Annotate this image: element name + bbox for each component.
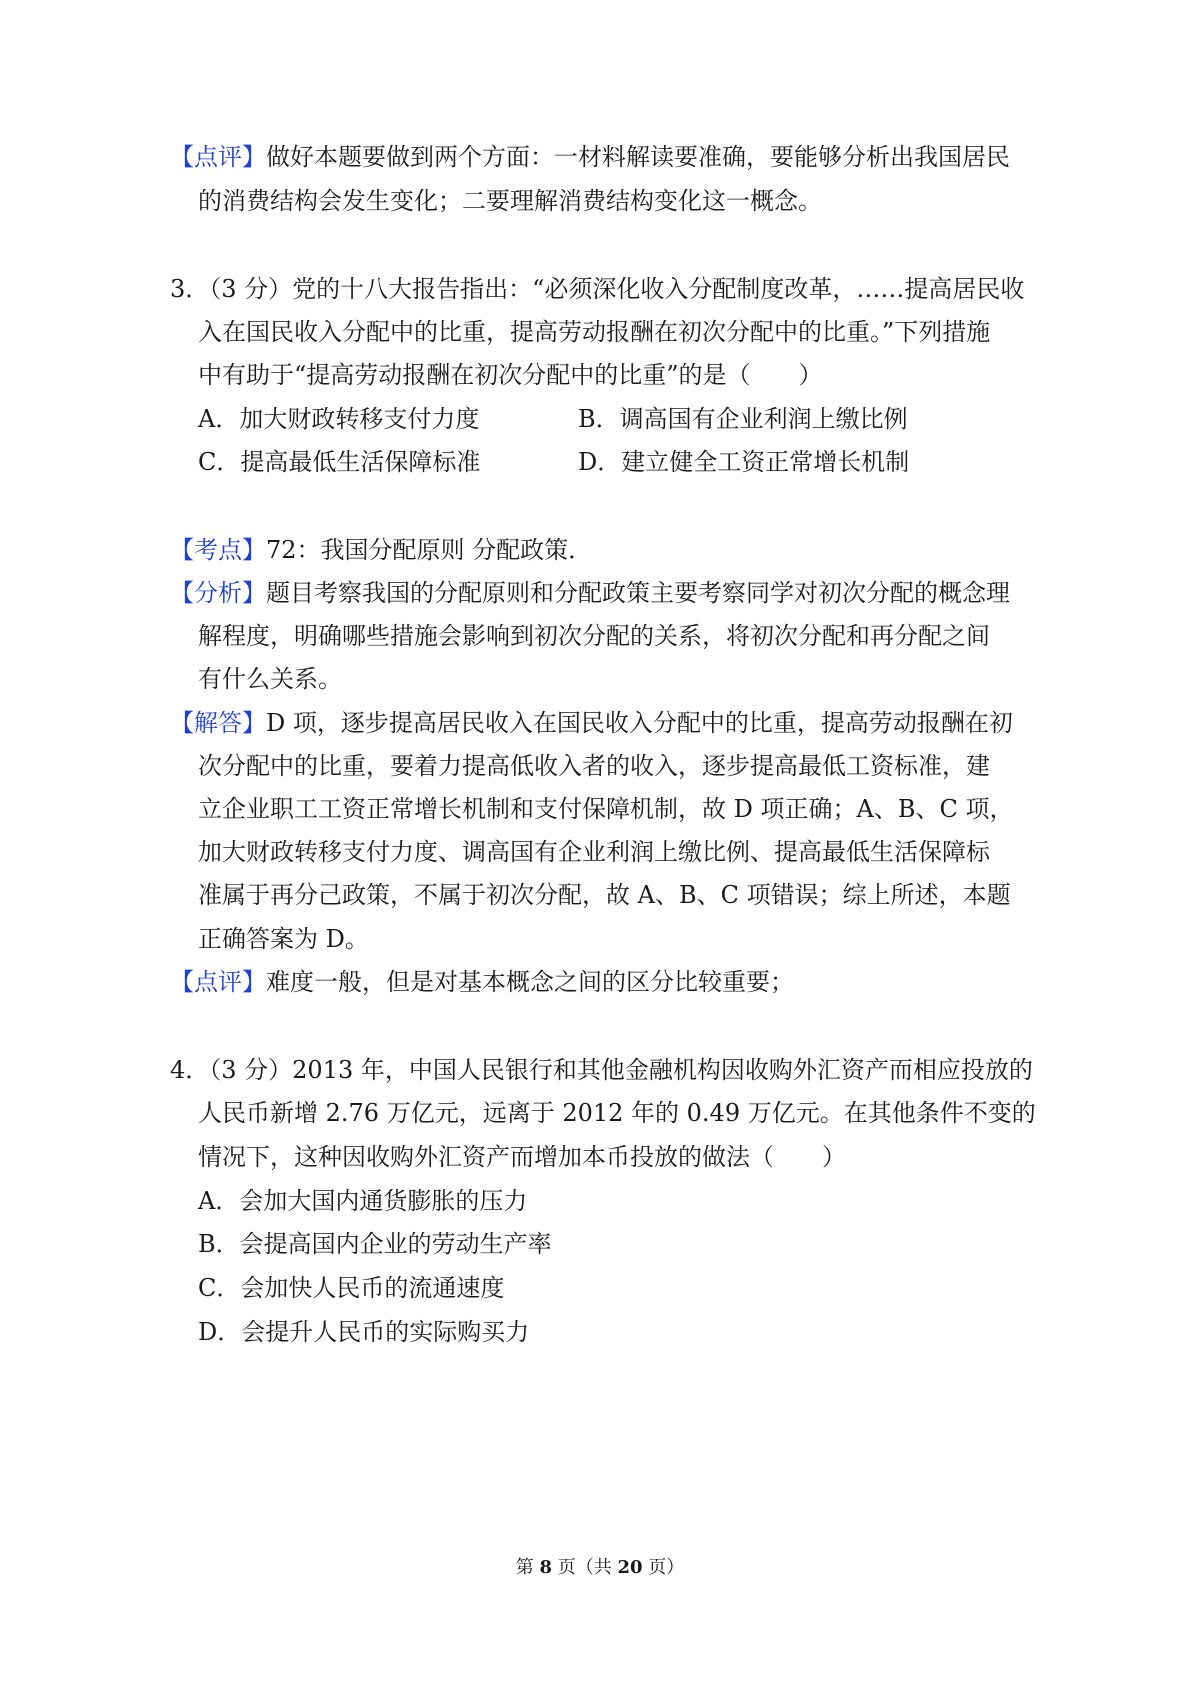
q4-option-c: C．会加快人民币的流通速度 — [198, 1274, 505, 1302]
kaodian-text: 72：我国分配原则 分配政策． — [266, 536, 593, 564]
page-footer — [0, 1555, 1200, 1581]
q3-jieda-line-5: 准属于再分己政策，不属于初次分配，故 A、B、C 项错误；综上所述，本题 — [198, 881, 1011, 909]
q3-option-d: D．建立健全工资正常增长机制 — [578, 448, 910, 476]
jieda-text-1: D 项，逐步提高居民收入在国民收入分配中的比重，提高劳动报酬在初 — [266, 709, 1013, 737]
footer-prefix: 第 — [515, 1557, 540, 1578]
q3-jieda-line-4: 加大财政转移支付力度、调高国有企业利润上缴比例、提高最低生活保障标 — [198, 838, 990, 866]
q3-jieda-line-1 — [170, 706, 1013, 740]
comment-line-2: 的消费结构会发生变化；二要理解消费结构变化这一概念。 — [198, 187, 822, 215]
footer-middle: 页（共 — [552, 1557, 618, 1578]
q3-stem-line-2: 入在国民收入分配中的比重，提高劳动报酬在初次分配中的比重。”下列措施 — [198, 318, 991, 346]
footer-suffix: 页） — [642, 1557, 685, 1578]
comment-line-1 — [170, 140, 1010, 174]
comment-tag: 【点评】 — [170, 143, 266, 171]
q3-fenxi-line-1 — [170, 576, 1010, 610]
q3-fenxi-line-2: 解程度，明确哪些措施会影响到初次分配的关系，将初次分配和再分配之间 — [198, 622, 990, 650]
q3-option-c: C．提高最低生活保障标准 — [198, 448, 481, 476]
q3-option-a: A．加大财政转移支付力度 — [198, 405, 480, 433]
q4-option-a: A．会加大国内通货膨胀的压力 — [198, 1187, 528, 1215]
q4-option-b: B．会提高国内企业的劳动生产率 — [198, 1230, 552, 1258]
dianping-text: 难度一般，但是对基本概念之间的区分比较重要； — [266, 968, 794, 996]
comment-text-1: 做好本题要做到两个方面：一材料解读要准确，要能够分析出我国居民 — [266, 143, 1010, 171]
q3-jieda-line-6: 正确答案为 D。 — [198, 925, 369, 953]
q3-jieda-line-2: 次分配中的比重，要着力提高低收入者的收入，逐步提高最低工资标准，建 — [198, 752, 990, 780]
q3-stem-line-3: 中有助于“提高劳动报酬在初次分配中的比重”的是（ ） — [198, 361, 823, 389]
q3-fenxi-line-3: 有什么关系。 — [198, 665, 342, 693]
q4-option-d: D．会提升人民币的实际购买力 — [198, 1318, 530, 1346]
q3-dianping — [170, 965, 794, 999]
q4-stem-line-2: 人民币新增 2.76 万亿元，远离于 2012 年的 0.49 万亿元。在其他条件不变的 — [198, 1099, 1036, 1127]
footer-total-pages: 20 — [617, 1557, 643, 1578]
fenxi-tag: 【分析】 — [170, 579, 266, 607]
q3-stem-line-1: 3．（3 分）党的十八大报告指出：“必须深化收入分配制度改革，……提高居民收 — [170, 275, 1025, 303]
q4-stem-line-3: 情况下，这种因收购外汇资产而增加本币投放的做法（ ） — [198, 1143, 846, 1171]
footer-page-number: 8 — [539, 1557, 552, 1578]
q3-option-b: B．调高国有企业利润上缴比例 — [578, 405, 908, 433]
q4-stem-line-1: 4．（3 分）2013 年，中国人民银行和其他金融机构因收购外汇资产而相应投放的 — [170, 1056, 1033, 1084]
dianping-tag: 【点评】 — [170, 968, 266, 996]
fenxi-text-1: 题目考察我国的分配原则和分配政策主要考察同学对初次分配的概念理 — [266, 579, 1010, 607]
kaodian-tag: 【考点】 — [170, 536, 266, 564]
jieda-tag: 【解答】 — [170, 709, 266, 737]
q3-kaodian — [170, 533, 592, 567]
q3-jieda-line-3: 立企业职工工资正常增长机制和支付保障机制，故 D 项正确；A、B、C 项， — [198, 795, 1014, 823]
